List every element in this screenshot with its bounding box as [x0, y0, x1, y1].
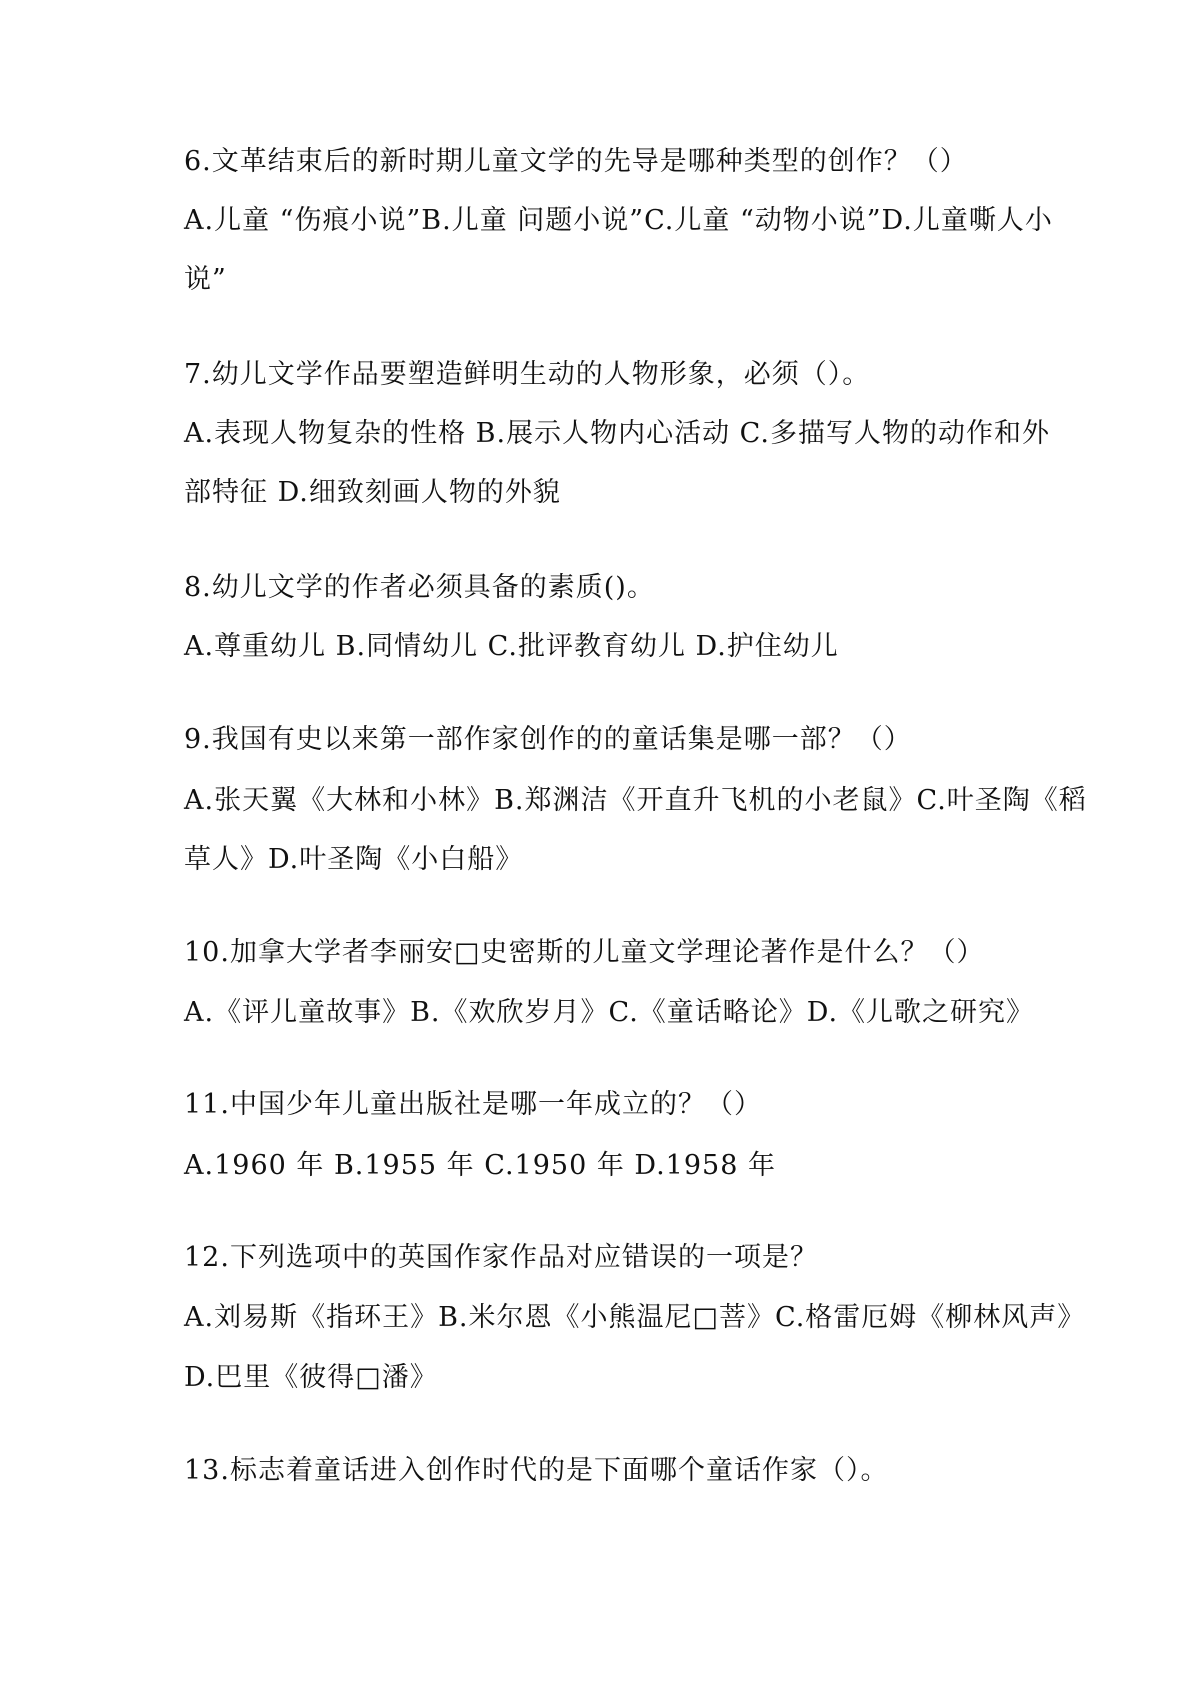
question-7-options-line-2: 部特征 D.细致刻画人物的外貌: [184, 477, 561, 508]
question-11-stem: 11.中国少年儿童出版社是哪一年成立的？（）: [184, 1089, 762, 1120]
question-8-options-line-1: A.尊重幼儿 B.同情幼儿 C.批评教育幼儿 D.护住幼儿: [184, 631, 839, 662]
question-6-stem: 6.文革结束后的新时期儿童文学的先导是哪种类型的创作？（）: [184, 146, 968, 177]
question-6-options-line-2: 说”: [184, 264, 227, 295]
question-9-options-line-2: 草人》D.叶圣陶《小白船》: [184, 844, 524, 875]
question-9-options-line-1: A.张天翼《大林和小林》B.郑渊洁《开直升飞机的小老鼠》C.叶圣陶《稻: [184, 785, 1087, 816]
question-10-stem: 10.加拿大学者李丽安□史密斯的儿童文学理论著作是什么？（）: [184, 937, 985, 968]
question-7-stem: 7.幼儿文学作品要塑造鲜明生动的人物形象，必须（）。: [184, 359, 871, 390]
question-9-stem: 9.我国有史以来第一部作家创作的的童话集是哪一部？（）: [184, 724, 912, 755]
question-7-options-line-1: A.表现人物复杂的性格 B.展示人物内心活动 C.多描写人物的动作和外: [184, 418, 1050, 449]
question-10-options-line-1: A.《评儿童故事》B.《欢欣岁月》C.《童话略论》D.《儿歌之研究》: [184, 997, 1035, 1028]
question-6-options-line-1: A.儿童 “伤痕小说”B.儿童 问题小说”C.儿童 “动物小说”D.儿童嘶人小: [184, 205, 1053, 236]
question-12-stem: 12.下列选项中的英国作家作品对应错误的一项是？: [184, 1242, 818, 1273]
question-13-stem: 13.标志着童话进入创作时代的是下面哪个童话作家（）。: [184, 1455, 889, 1486]
question-11-options-line-1: A.1960 年 B.1955 年 C.1950 年 D.1958 年: [184, 1150, 776, 1181]
question-12-options-line-1: A.刘易斯《指环王》B.米尔恩《小熊温尼□菩》C.格雷厄姆《柳林风声》: [184, 1302, 1086, 1333]
question-12-options-line-2: D.巴里《彼得□潘》: [184, 1362, 438, 1393]
question-8-stem: 8.幼儿文学的作者必须具备的素质()。: [184, 572, 655, 603]
